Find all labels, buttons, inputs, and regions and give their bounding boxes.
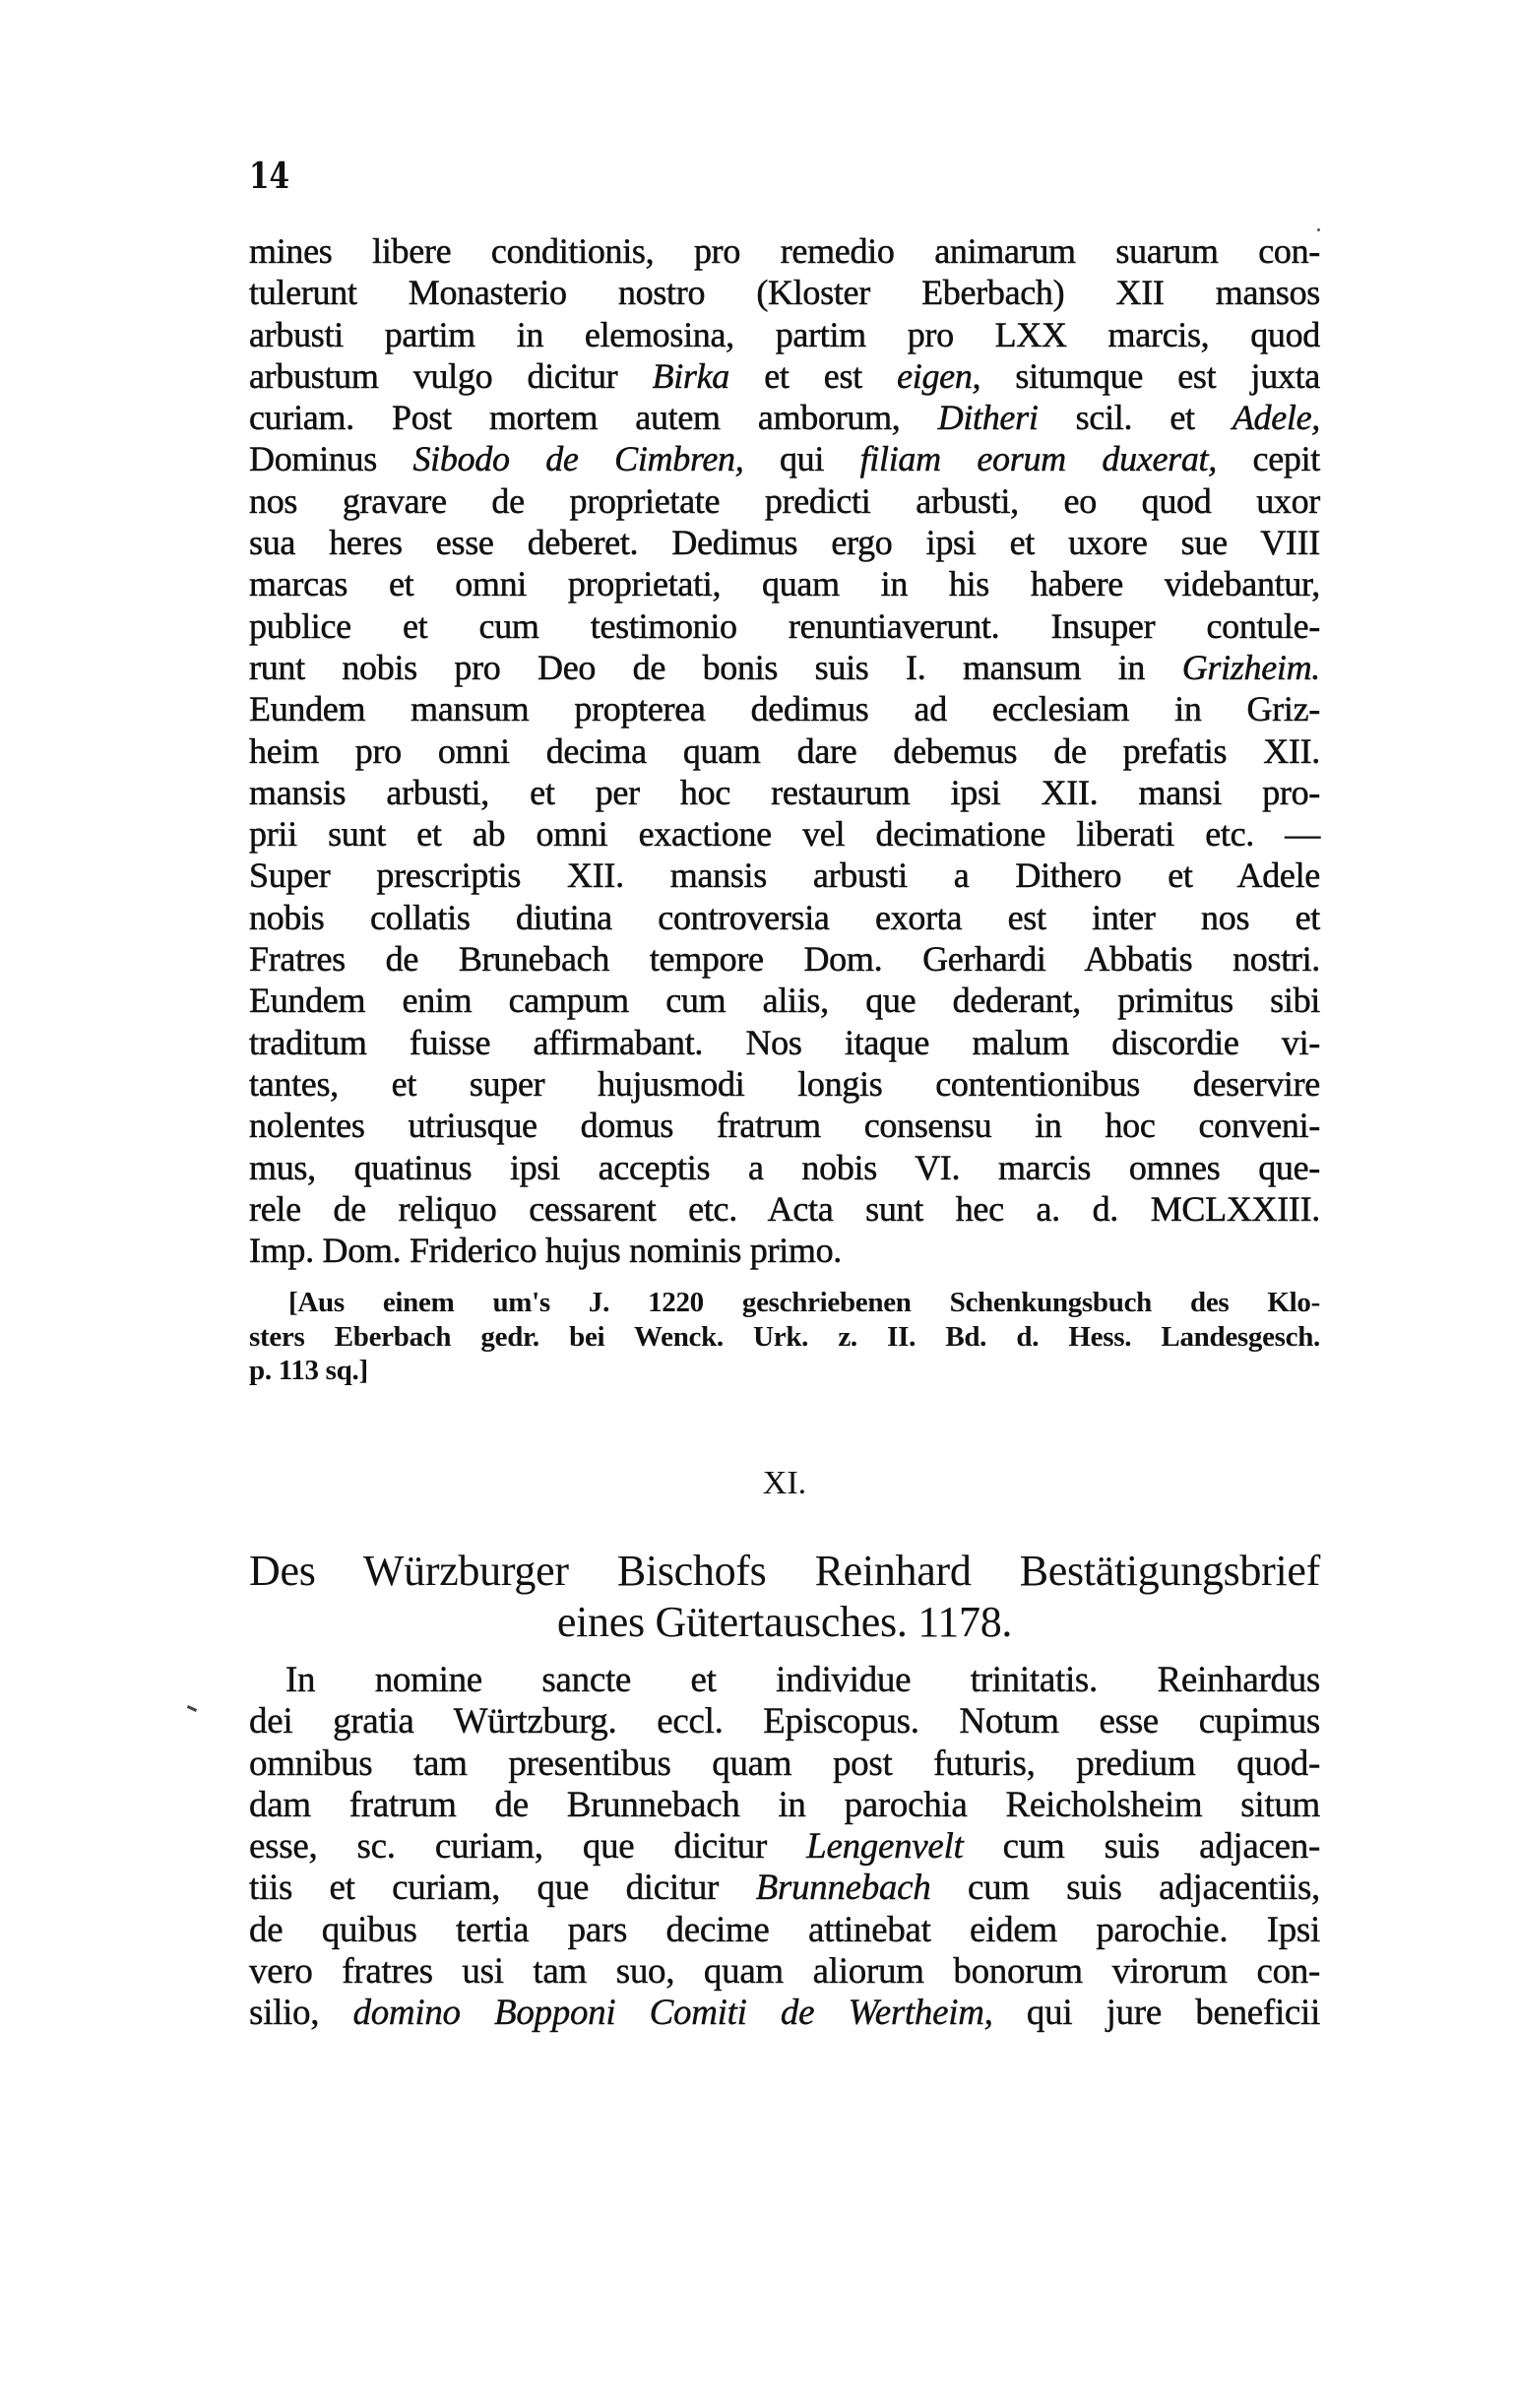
text-line (249, 688, 1320, 729)
text-line (249, 1022, 1320, 1063)
source-note (249, 1286, 1320, 1388)
text-line (249, 480, 1320, 522)
text-run: vero fratres usi tam suo, quam aliorum bonorum virorum con- (249, 1951, 1320, 1993)
text-run: mus, quatinus ipsi acceptis a nobis VI. marcis omnes que- (249, 1147, 1320, 1187)
text-line (249, 813, 1320, 855)
text-run: arbusti partim in elemosina, partim pro LXX marcis, quod (249, 314, 1320, 354)
text-line (249, 397, 1320, 438)
text-run: heim pro omni decima quam dare debemus de prefatis XII. (249, 730, 1320, 771)
text-run: dam fratrum de Brunnebach in parochia Reicholsheim situm (249, 1784, 1320, 1825)
text-line (249, 980, 1320, 1021)
text-line (249, 897, 1320, 938)
text-run: cepit (1216, 439, 1320, 479)
text-line (249, 938, 1320, 980)
text-run: mansis arbusti, et per hoc restaurum ipsi XII. mansi pro- (249, 772, 1320, 812)
section-title (249, 1546, 1320, 1648)
italic-run: eigen, (897, 355, 981, 396)
section-number: XI. (762, 1465, 807, 1501)
text-line (249, 230, 1320, 272)
text-run: tiis et curiam, que dicitur (249, 1868, 756, 1909)
italic-run: Birka (652, 355, 730, 396)
text-line (249, 1785, 1320, 1826)
italic-run: Ditheri (937, 398, 1039, 438)
text-run: dei gratia Würtzburg. eccl. Episcopus. Notum esse cupimus (249, 1701, 1320, 1743)
text-run: p. 113 sq.] (249, 1355, 368, 1386)
text-run: qui (743, 439, 860, 479)
text-run: sua heres esse deberet. Dedimus ergo ipsi et uxore sue VIII (249, 523, 1320, 563)
text-run: mines libere conditionis, pro remedio animarum suarum con- (249, 231, 1320, 271)
text-run: tantes, et super hujusmodi longis contentionibus deservire (249, 1063, 1320, 1104)
text-line (249, 647, 1320, 688)
page-number: 14 (249, 156, 290, 197)
text-run: qui jure beneficii (992, 1993, 1321, 2034)
text-run: rele de reliquo cessarent etc. Acta sunt hec a. d. MCLXXIII. (249, 1188, 1320, 1229)
text-run: arbustum vulgo dicitur (249, 355, 653, 396)
text-line (249, 605, 1320, 647)
text-line (249, 438, 1320, 479)
text-run: traditum fuisse affirmabant. Nos itaque malum discordie vi- (249, 1022, 1320, 1062)
text-run: sters Eberbach gedr. bei Wenck. Urk. z. II. Bd. d. Hess. Landesgesch. (249, 1320, 1320, 1353)
text-line (249, 1910, 1320, 1951)
text-run: de quibus tertia pars decime attinebat eidem parochie. Ipsi (249, 1909, 1320, 1950)
text-line (249, 1660, 1320, 1701)
section-text-block (249, 1660, 1320, 2035)
text-line (249, 1230, 1320, 1271)
text-line (249, 314, 1320, 355)
main-text-block (249, 230, 1320, 1271)
text-run: esse, sc. curiam, que dicitur (249, 1826, 807, 1868)
text-line (249, 1188, 1320, 1230)
text-line (249, 1868, 1320, 1909)
text-run: nobis collatis diutina controversia exorta est inter nos et (249, 897, 1320, 937)
text-line (249, 1147, 1320, 1188)
text-line (249, 272, 1320, 313)
text-run: cum suis adjacen- (963, 1826, 1321, 1868)
text-line (249, 1743, 1320, 1785)
text-line (249, 1826, 1320, 1868)
text-run: scil. et (1038, 398, 1233, 438)
text-line (249, 730, 1320, 772)
text-run: Super prescriptis XII. mansis arbusti a Dithero et Adele (249, 855, 1320, 896)
text-line (249, 1286, 1320, 1320)
text-line (249, 1993, 1320, 2034)
margin-mark (187, 1705, 197, 1712)
italic-run: Adele, (1232, 398, 1320, 438)
italic-run: Grizheim. (1181, 647, 1320, 687)
text-line (249, 1105, 1320, 1146)
text-line (249, 1320, 1320, 1355)
text-run: Eundem enim campum cum aliis, que dederant, primitus sibi (249, 981, 1320, 1021)
text-line (249, 522, 1320, 563)
text-line (249, 772, 1320, 813)
italic-run: Sibodo de Cimbren, (412, 439, 744, 479)
text-run: nos gravare de proprietate predicti arbusti, eo quod uxor (249, 480, 1320, 521)
text-run: Dominus (249, 439, 413, 479)
italic-run: filiam eorum duxerat, (859, 439, 1217, 479)
text-run: situmque est juxta (980, 355, 1320, 396)
text-run: In nomine sancte et individue trinitatis. Reinhardus (285, 1660, 1320, 1700)
text-run: et est (729, 355, 898, 396)
text-run: marcas et omni proprietati, quam in his habere videbantur, (249, 564, 1320, 604)
text-run: runt nobis pro Deo de bonis suis I. mansum in (249, 647, 1182, 687)
italic-run: domino Bopponi Comiti de Wertheim, (352, 1993, 993, 2034)
section-title-line-2: eines Gütertausches. 1178. (556, 1598, 1013, 1646)
text-run: tulerunt Monasterio nostro (Kloster Eberbach) XII mansos (249, 273, 1320, 313)
text-run: curiam. Post mortem autem amborum, (249, 398, 938, 438)
italic-run: Brunnebach (755, 1868, 931, 1909)
text-line (249, 1701, 1320, 1743)
text-run: nolentes utriusque domus fratrum consensu in hoc conveni- (249, 1106, 1320, 1146)
text-line (249, 563, 1320, 604)
text-run: Imp. Dom. Friderico hujus nominis primo. (249, 1231, 842, 1271)
text-run: prii sunt et ab omni exactione vel decimatione liberati etc. — (249, 814, 1320, 855)
text-run: Fratres de Brunebach tempore Dom. Gerhardi Abbatis nostri. (249, 939, 1320, 980)
text-line (249, 1354, 1320, 1388)
text-run: publice et cum testimonio renuntiaverunt. Insuper contule- (249, 605, 1320, 646)
text-line (249, 855, 1320, 896)
text-run: cum suis adjacentiis, (930, 1868, 1321, 1909)
text-line (249, 1063, 1320, 1105)
section-title-line-1: Des Würzburger Bischofs Reinhard Bestätigungsbrief (249, 1547, 1320, 1595)
text-line (249, 355, 1320, 397)
text-run: silio, (249, 1993, 353, 2034)
text-run: [Aus einem um's J. 1220 geschriebenen Schenkungsbuch des Klo- (288, 1287, 1320, 1318)
text-run: Eundem mansum propterea dedimus ad ecclesiam in Griz- (249, 689, 1320, 729)
italic-run: Lengenvelt (806, 1826, 964, 1868)
text-line (249, 1951, 1320, 1993)
text-run: omnibus tam presentibus quam post futuris, predium quod- (249, 1743, 1320, 1784)
